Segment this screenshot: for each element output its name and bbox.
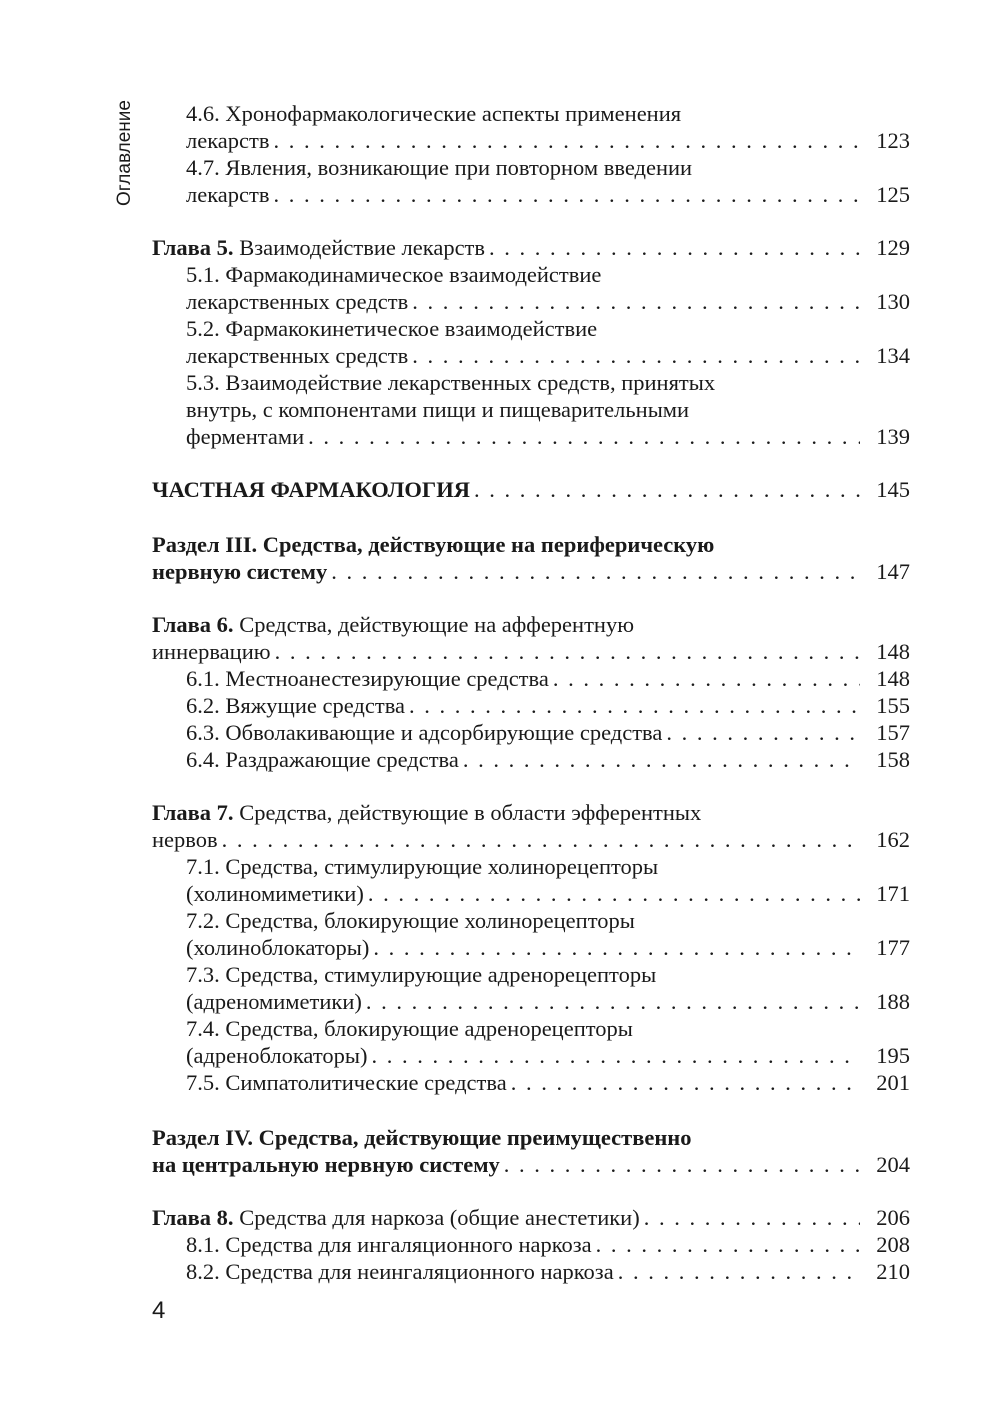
toc-entry-text: (адреномиметики) xyxy=(186,989,362,1014)
toc-page-number: 134 xyxy=(876,343,910,368)
toc-chapter xyxy=(152,611,910,665)
toc-entry xyxy=(152,1069,910,1096)
toc-page-number: 145 xyxy=(876,477,910,502)
toc-entry-text: 5.3. Взаимодействие лекарственных средств, принятых xyxy=(186,370,716,395)
toc-entry-text: Раздел III. Средства, действующие на периферическую xyxy=(152,532,715,557)
page-number: 4 xyxy=(152,1297,166,1324)
toc-page-number: 206 xyxy=(876,1205,910,1230)
toc-entry xyxy=(152,1015,910,1069)
toc-page-number: 204 xyxy=(876,1152,910,1177)
toc-chapter xyxy=(152,799,910,853)
toc-entry xyxy=(152,746,910,773)
leader-dots xyxy=(368,880,860,907)
toc-entry-text: лекарственных средств xyxy=(186,289,409,314)
leader-dots xyxy=(666,719,860,746)
toc-page-number: 158 xyxy=(876,747,910,772)
toc-entry-text: нервную систему xyxy=(152,559,328,584)
toc-entry-text: (холиномиметики) xyxy=(186,881,364,906)
toc-entry-text: лекарственных средств xyxy=(186,343,409,368)
toc-entry xyxy=(152,692,910,719)
toc-entry xyxy=(152,154,910,208)
leader-dots xyxy=(504,1151,860,1178)
running-header: Оглавление xyxy=(114,100,135,206)
toc-entry xyxy=(152,315,910,369)
toc-page-number: 130 xyxy=(876,289,910,314)
toc-entry-text: ферментами xyxy=(186,424,305,449)
toc-entry-text: 4.7. Явления, возникающие при повторном введении xyxy=(186,155,693,180)
leader-dots xyxy=(222,826,860,853)
toc-page-number: 195 xyxy=(876,1043,910,1068)
leader-dots xyxy=(409,692,860,719)
leader-dots xyxy=(373,934,860,961)
toc-entry xyxy=(152,961,910,1015)
table-of-contents xyxy=(152,100,910,1285)
toc-part-heading xyxy=(152,476,910,503)
leader-dots xyxy=(618,1258,860,1285)
toc-entry-text: 6.2. Вяжущие средства xyxy=(186,693,406,718)
chapter-label: Глава 8. xyxy=(152,1205,234,1230)
toc-page-number: 125 xyxy=(876,182,910,207)
toc-entry-text: 7.5. Симпатолитические средства xyxy=(186,1070,507,1095)
toc-entry-text: внутрь, с компонентами пищи и пищеварительными xyxy=(186,397,690,422)
toc-entry-text: нервов xyxy=(152,827,218,852)
toc-page-number: 208 xyxy=(876,1232,910,1257)
toc-page-number: 188 xyxy=(876,989,910,1014)
toc-section xyxy=(152,531,910,585)
toc-entry-text: ЧАСТНАЯ ФАРМАКОЛОГИЯ xyxy=(152,477,470,502)
toc-page-number: 162 xyxy=(876,827,910,852)
chapter-label: Глава 7. xyxy=(152,800,234,825)
toc-chapter xyxy=(152,1204,910,1231)
toc-entry-text: Раздел IV. Средства, действующие преимущественно xyxy=(152,1125,692,1150)
toc-entry xyxy=(152,1258,910,1285)
leader-dots xyxy=(474,476,860,503)
toc-entry-text: (холиноблокаторы) xyxy=(186,935,370,960)
toc-entry-text: 6.3. Обволакивающие и адсорбирующие средства xyxy=(186,720,663,745)
toc-entry-text: Средства для наркоза (общие анестетики) xyxy=(239,1205,640,1230)
leader-dots xyxy=(371,1042,860,1069)
toc-entry-text: 7.3. Средства, стимулирующие адренорецепторы xyxy=(186,962,657,987)
toc-page-number: 155 xyxy=(876,693,910,718)
toc-entry xyxy=(152,1231,910,1258)
chapter-label: Глава 6. xyxy=(152,612,234,637)
leader-dots xyxy=(596,1231,860,1258)
toc-entry xyxy=(152,100,910,154)
leader-dots xyxy=(366,988,860,1015)
leader-dots xyxy=(553,665,860,692)
toc-entry-text: (адреноблокаторы) xyxy=(186,1043,368,1068)
leader-dots xyxy=(489,234,860,261)
toc-entry-text: 8.2. Средства для неингаляционного наркоза xyxy=(186,1259,614,1284)
leader-dots xyxy=(463,746,860,773)
toc-chapter xyxy=(152,234,910,261)
leader-dots xyxy=(412,288,860,315)
toc-entry-text: лекарств xyxy=(186,182,270,207)
leader-dots xyxy=(511,1069,860,1096)
toc-entry xyxy=(152,853,910,907)
toc-page-number: 147 xyxy=(876,559,910,584)
toc-entry-text: на центральную нервную систему xyxy=(152,1152,500,1177)
toc-entry-text: 5.2. Фармакокинетическое взаимодействие xyxy=(186,316,598,341)
toc-page-number: 171 xyxy=(876,881,910,906)
toc-page-number: 148 xyxy=(876,639,910,664)
toc-entry-text: Взаимодействие лекарств xyxy=(239,235,486,260)
toc-entry xyxy=(152,369,910,450)
toc-entry xyxy=(152,261,910,315)
toc-entry-text: лекарств xyxy=(186,128,270,153)
toc-entry-text: 6.4. Раздражающие средства xyxy=(186,747,459,772)
leader-dots xyxy=(308,423,860,450)
toc-entry xyxy=(152,719,910,746)
toc-page-number: 129 xyxy=(876,235,910,260)
toc-entry-text: 5.1. Фармакодинамическое взаимодействие xyxy=(186,262,602,287)
toc-entry-text: 6.1. Местноанестезирующие средства xyxy=(186,666,549,691)
toc-page-number: 210 xyxy=(876,1259,910,1284)
leader-dots xyxy=(331,558,860,585)
leader-dots xyxy=(274,181,861,208)
toc-entry-text: иннервацию xyxy=(152,639,271,664)
toc-entry-text: 7.1. Средства, стимулирующие холинорецепторы xyxy=(186,854,659,879)
chapter-label: Глава 5. xyxy=(152,235,234,260)
leader-dots xyxy=(412,342,860,369)
toc-entry xyxy=(152,665,910,692)
toc-entry xyxy=(152,907,910,961)
toc-section xyxy=(152,1124,910,1178)
toc-page-number: 201 xyxy=(876,1070,910,1095)
leader-dots xyxy=(275,638,860,665)
toc-page-number: 177 xyxy=(876,935,910,960)
toc-page-number: 157 xyxy=(876,720,910,745)
toc-entry-text: 7.2. Средства, блокирующие холинорецепторы xyxy=(186,908,635,933)
toc-entry-text: 8.1. Средства для ингаляционного наркоза xyxy=(186,1232,592,1257)
toc-page-number: 148 xyxy=(876,666,910,691)
leader-dots xyxy=(644,1204,860,1231)
toc-entry-text: 4.6. Хронофармакологические аспекты применения xyxy=(186,101,682,126)
toc-page-number: 123 xyxy=(876,128,910,153)
toc-page-number: 139 xyxy=(876,424,910,449)
toc-entry-text: Средства, действующие в области эфферентных xyxy=(239,800,702,825)
toc-entry-text: 7.4. Средства, блокирующие адренорецепторы xyxy=(186,1016,633,1041)
leader-dots xyxy=(274,127,861,154)
toc-entry-text: Средства, действующие на афферентную xyxy=(239,612,635,637)
